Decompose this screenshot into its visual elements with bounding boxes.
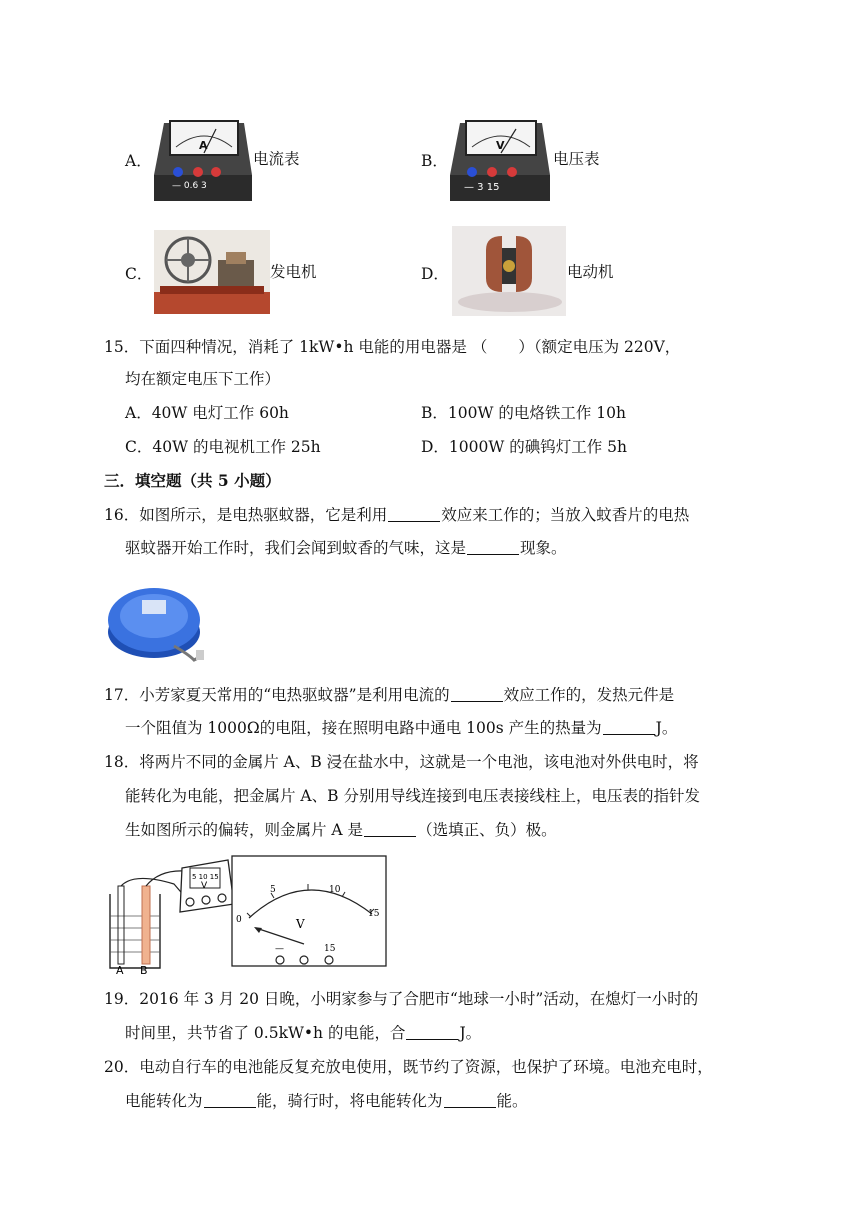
option-c-letter: C． xyxy=(125,265,153,283)
option-b-letter: B． xyxy=(421,152,448,170)
plate-a-label: A xyxy=(116,964,124,976)
dial-letter: V xyxy=(296,917,305,931)
motor-image xyxy=(452,226,566,316)
q17-line1: 17．小芳家夏天常用的“电热驱蚊器”是利用电流的 效应工作的，发热元件是 xyxy=(104,686,675,704)
generator-image xyxy=(154,230,270,314)
option-d-letter: D． xyxy=(421,265,449,283)
q19-line2: 时间里，共节省了 0.5kW•h 的电能，合 J。 xyxy=(125,1024,482,1042)
voltmeter-image xyxy=(450,115,550,201)
section-title: 三．填空题（共 5 小题） xyxy=(104,471,281,490)
option-c-label: 发电机 xyxy=(270,263,317,281)
q18-line1: 18．将两片不同的金属片 A、B 浸在盐水中，这就是一个电池，该电池对外供电时，将 xyxy=(104,753,699,771)
q15-option-b: B．100W 的电烙铁工作 10h xyxy=(421,404,626,422)
option-a-label: 电流表 xyxy=(253,150,300,168)
q16-blank-1[interactable] xyxy=(388,506,440,522)
small-meter-scale: 5 10 15 xyxy=(192,873,219,881)
option-a-letter: A． xyxy=(125,152,152,170)
ammeter-image xyxy=(154,115,252,201)
q18-blank[interactable] xyxy=(364,821,416,837)
option-d-label: 电动机 xyxy=(567,263,614,281)
small-meter-letter: V xyxy=(201,881,208,891)
tick-label-10: 10 xyxy=(329,885,341,895)
tick-label-5: 5 xyxy=(270,885,276,895)
q15-option-d: D．1000W 的碘钨灯工作 5h xyxy=(421,438,628,456)
q17-blank-2[interactable] xyxy=(603,719,655,735)
minus-label: — xyxy=(275,944,284,954)
q18-line2: 能转化为电能，把金属片 A、B 分别用导线连接到电压表接线柱上，电压表的指针发 xyxy=(125,787,700,805)
q20-blank-1[interactable] xyxy=(204,1092,256,1108)
terminal-15-label: 15 xyxy=(324,944,336,954)
q20-line1: 20．电动自行车的电池能反复充放电使用，既节约了资源，也保护了环境。电池充电时， xyxy=(104,1058,713,1076)
mosquito-repeller-image xyxy=(104,576,208,668)
voltmeter-terminal-labels: — 3 15 xyxy=(464,182,500,193)
q18-line3: 生如图所示的偏转，则金属片 A 是 （选填正、负）极。 xyxy=(125,821,557,839)
q19-blank[interactable] xyxy=(406,1024,458,1040)
plate-b-label: B xyxy=(140,964,148,976)
battery-voltmeter-figure xyxy=(104,854,388,976)
q15-option-c: C．40W 的电视机工作 25h xyxy=(125,438,321,456)
q15-line2: 均在额定电压下工作） xyxy=(125,370,281,388)
voltmeter-letter: V xyxy=(496,139,505,152)
ammeter-terminal-labels: — 0.6 3 xyxy=(172,181,207,191)
tick-label-15: 15 xyxy=(368,909,380,919)
q16-line2: 驱蚊器开始工作时，我们会闻到蚊香的气味，这是 现象。 xyxy=(125,539,567,557)
q17-blank-1[interactable] xyxy=(451,686,503,702)
ammeter-letter: A xyxy=(199,139,208,152)
tick-label-0: 0 xyxy=(236,915,242,925)
q16-blank-2[interactable] xyxy=(467,539,519,555)
q20-line2: 电能转化为 能，骑行时，将电能转化为 能。 xyxy=(125,1092,528,1110)
q20-blank-2[interactable] xyxy=(444,1092,496,1108)
q17-line2: 一个阻值为 1000Ω的电阻，接在照明电路中通电 100s 产生的热量为 J。 xyxy=(125,719,678,737)
option-b-label: 电压表 xyxy=(553,150,600,168)
q19-line1: 19．2016 年 3 月 20 日晚，小明家参与了合肥市“地球一小时”活动，在熄灯一小时的 xyxy=(104,990,699,1008)
q16-line1: 16．如图所示，是电热驱蚊器，它是利用 效应来工作的；当放入蚊香片的电热 xyxy=(104,506,690,524)
q15-line1: 15．下面四种情况，消耗了 1kW•h 电能的用电器是 （ ）（额定电压为 220V， xyxy=(104,338,681,356)
q15-option-a: A．40W 电灯工作 60h xyxy=(125,404,289,422)
